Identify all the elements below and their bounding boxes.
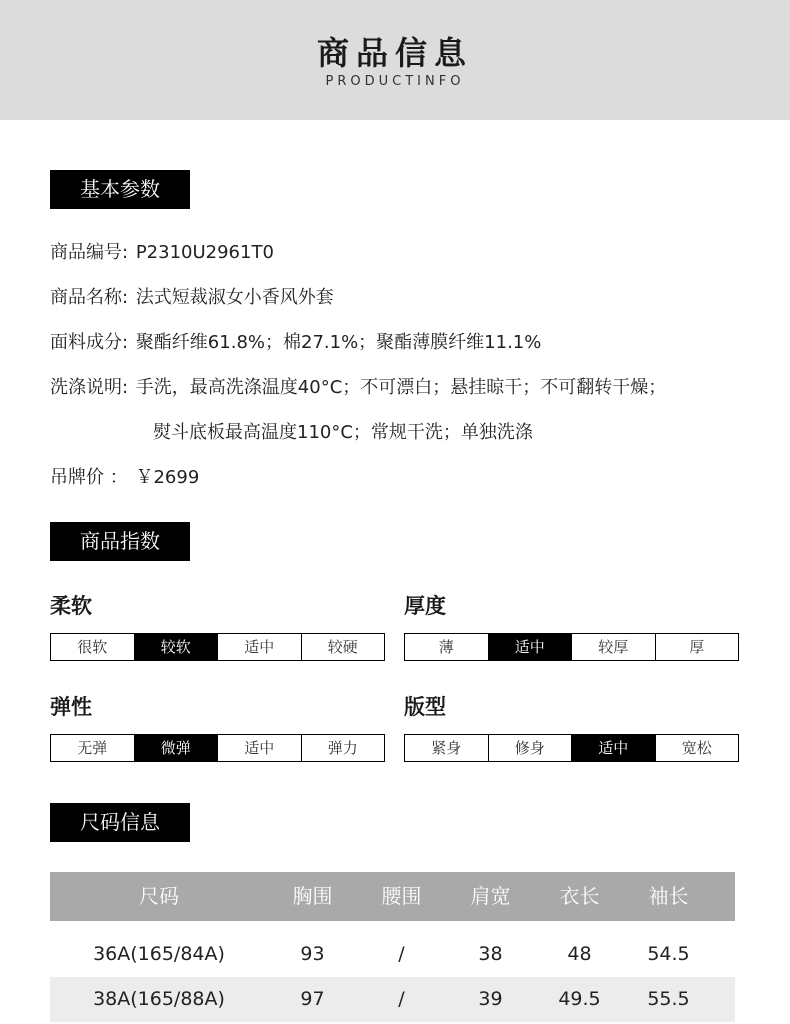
table-cell: 38A(165/88A) (93, 988, 225, 1010)
column-header: 尺码 (139, 884, 179, 908)
param-row-name (50, 283, 334, 309)
index-title-fit: 版型 (404, 695, 446, 719)
table-cell: 97 (300, 988, 325, 1010)
table-cell: 93 (300, 943, 325, 965)
table-cell: 55.5 (647, 988, 690, 1010)
param-row-sku (50, 238, 274, 264)
scale-option: 无弹 (51, 735, 135, 761)
table-cell: / (398, 988, 405, 1010)
scale-option: 宽松 (681, 739, 712, 757)
page-subtitle: PRODUCTINFO (325, 74, 465, 89)
param-label: 洗涤说明: (50, 377, 129, 398)
scale-option: 较硬 (327, 638, 358, 656)
param-value-wash-continued: 熨斗底板最高温度110°C；常规干洗；单独洗涤 (153, 422, 533, 443)
param-value: P2310U2961T0 (135, 242, 274, 263)
index-title-thickness: 厚度 (404, 594, 446, 618)
table-cell: 49.5 (558, 988, 601, 1010)
param-row-price (50, 463, 199, 489)
scale-option: 适中 (218, 634, 302, 660)
param-label: 商品编号: (50, 242, 129, 263)
column-header: 衣长 (559, 884, 600, 908)
param-label: 商品名称: (50, 287, 129, 308)
index-title-elasticity: 弹性 (50, 695, 92, 719)
table-cell: 39 (478, 988, 503, 1010)
column-header: 胸围 (292, 884, 333, 908)
param-label: 吊牌价 ： (50, 467, 128, 488)
scale-option: 修身 (489, 735, 573, 761)
param-value: 手洗，最高洗涤温度40°C；不可漂白；悬挂晾干；不可翻转干燥； (135, 377, 667, 398)
column-header: 袖长 (648, 884, 689, 908)
table-cell: 48 (567, 943, 592, 965)
index-scale-elasticity (50, 734, 385, 762)
page-title: 商品信息 (316, 34, 473, 72)
scale-option: 较软 (135, 634, 219, 660)
table-row (50, 932, 735, 977)
index-scale-softness (50, 633, 385, 661)
index-scale-thickness (404, 633, 739, 661)
table-row (50, 977, 735, 1022)
size-table-header (50, 872, 735, 921)
scale-option: 弹力 (327, 739, 358, 757)
table-cell: 36A(165/84A) (93, 943, 225, 965)
column-header: 肩宽 (470, 884, 511, 908)
scale-option: 紧身 (405, 735, 489, 761)
table-cell: 54.5 (647, 943, 690, 965)
scale-option: 微弹 (135, 735, 219, 761)
param-value-price: ￥2699 (135, 467, 200, 488)
param-value: 聚酯纤维61.8%；棉27.1%；聚酯薄膜纤维11.1% (135, 332, 542, 353)
section-tag-size: 尺码信息 (50, 803, 190, 842)
scale-option: 适中 (218, 735, 302, 761)
header-banner (0, 0, 790, 120)
param-row-fabric (50, 328, 541, 354)
table-cell: / (398, 943, 405, 965)
section-tag-index: 商品指数 (50, 522, 190, 561)
param-row-wash (50, 373, 666, 399)
scale-option: 很软 (51, 634, 135, 660)
index-scale-fit (404, 734, 739, 762)
size-table (50, 872, 735, 1022)
index-title-softness: 柔软 (50, 594, 92, 618)
scale-option: 厚 (689, 638, 705, 656)
scale-option: 薄 (405, 634, 489, 660)
section-tag-basic: 基本参数 (50, 170, 190, 209)
scale-option: 适中 (489, 634, 573, 660)
scale-option: 较厚 (572, 634, 656, 660)
param-label: 面料成分: (50, 332, 129, 353)
table-cell: 38 (478, 943, 503, 965)
scale-option: 适中 (572, 735, 656, 761)
column-header: 腰围 (381, 884, 422, 908)
param-value: 法式短裁淑女小香风外套 (135, 287, 334, 308)
